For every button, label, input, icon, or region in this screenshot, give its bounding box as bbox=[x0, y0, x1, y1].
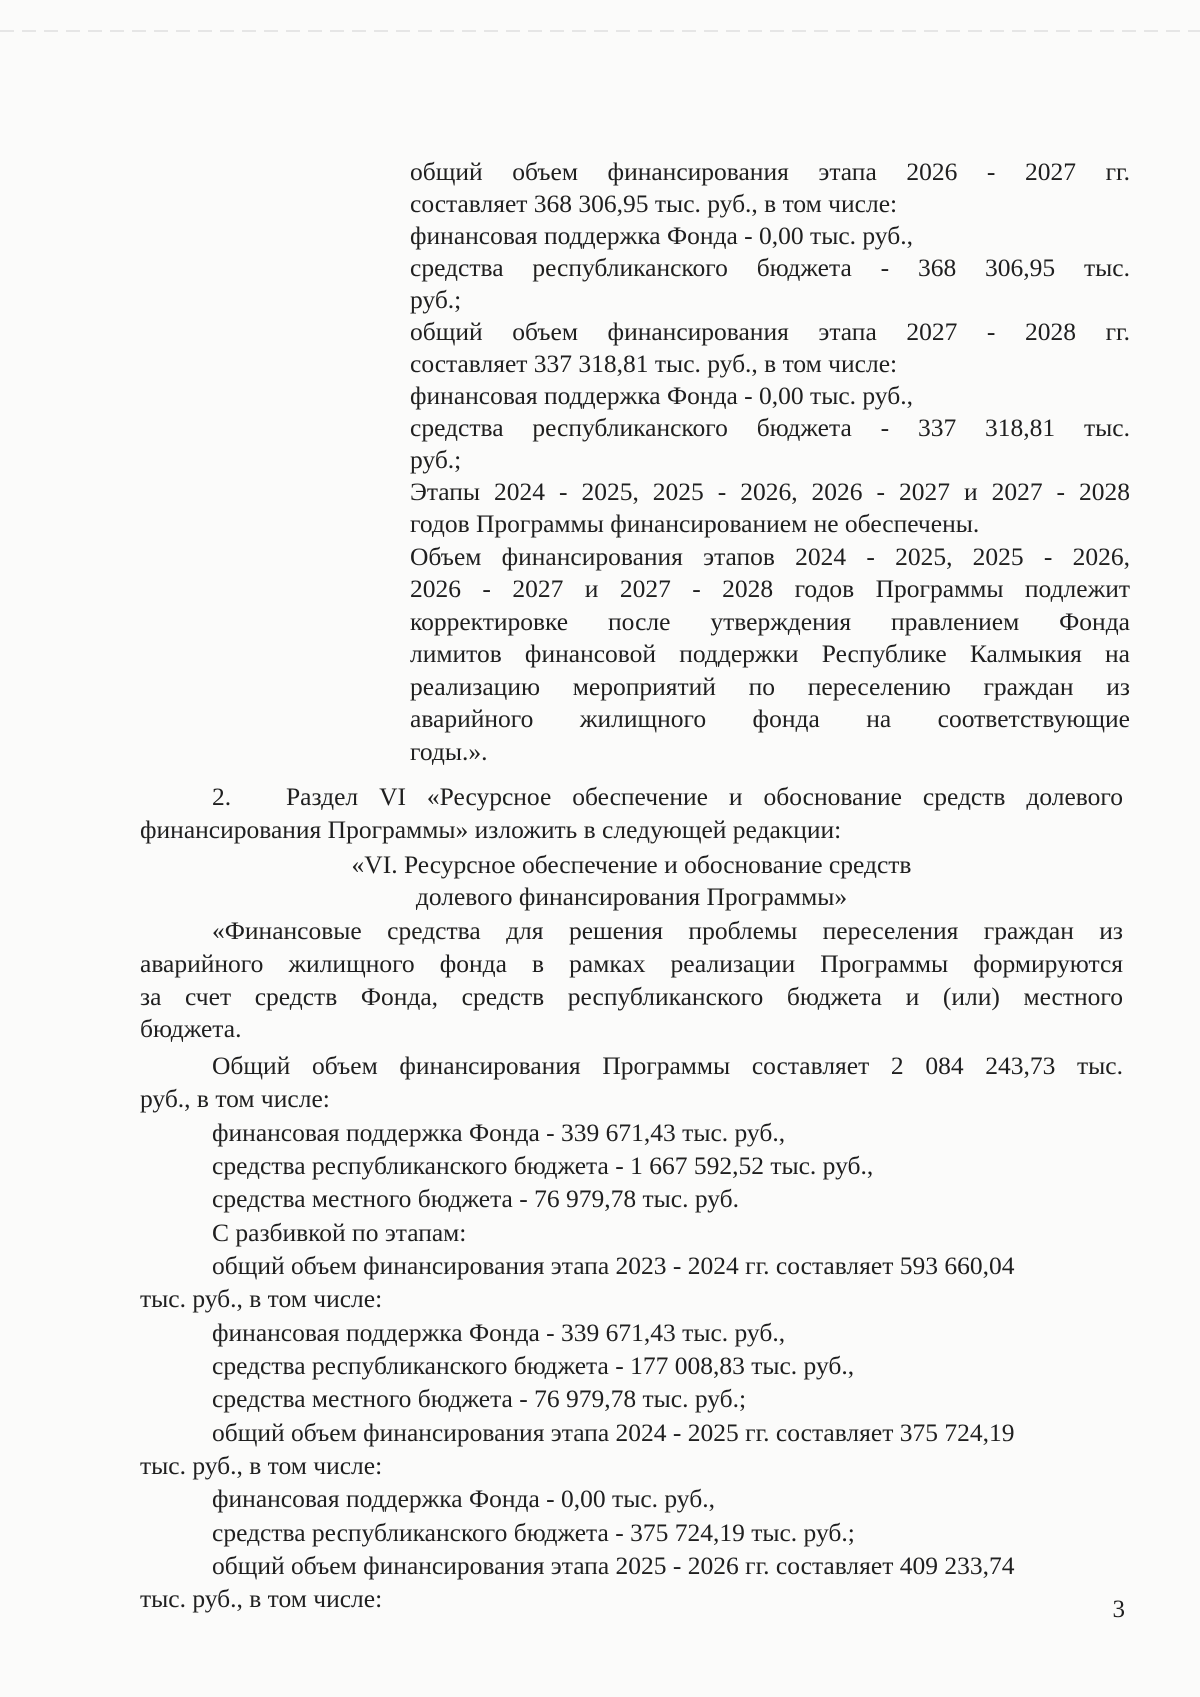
body-line: бюджета. bbox=[140, 1014, 242, 1043]
block-line: составляет 368 306,95 тыс. руб., в том числе: bbox=[410, 189, 898, 218]
block-line: финансовая поддержка Фонда - 0,00 тыс. руб., bbox=[410, 381, 913, 410]
block-line: 2026 - 2027 и 2027 - 2028 годов Программы подлежит bbox=[410, 574, 1130, 603]
body-line: финансовая поддержка Фонда - 0,00 тыс. руб., bbox=[212, 1484, 715, 1513]
body-line: общий объем финансирования этапа 2024 - 2025 гг. составляет 375 724,19 bbox=[212, 1418, 1015, 1447]
body-line: аварийного жилищного фонда в рамках реализации Программы формируются bbox=[140, 949, 1123, 978]
item-number: 2. bbox=[212, 782, 232, 811]
body-line: Общий объем финансирования Программы составляет 2 084 243,73 тыс. bbox=[212, 1051, 1123, 1080]
body-line: средства местного бюджета - 76 979,78 тыс. руб.; bbox=[212, 1384, 747, 1413]
block-line: корректировке после утверждения правлением Фонда bbox=[410, 607, 1130, 636]
body-line: средства республиканского бюджета - 1 667 592,52 тыс. руб., bbox=[212, 1151, 874, 1180]
body-line: финансовая поддержка Фонда - 339 671,43 тыс. руб., bbox=[212, 1318, 786, 1347]
block-line: годов Программы финансированием не обеспечены. bbox=[410, 509, 980, 538]
scan-artifact-line bbox=[0, 30, 1200, 32]
block-line: Этапы 2024 - 2025, 2025 - 2026, 2026 - 2027 и 2027 - 2028 bbox=[410, 477, 1130, 506]
body-line: тыс. руб., в том числе: bbox=[140, 1284, 383, 1313]
item-text-line: Раздел VI «Ресурсное обеспечение и обоснование средств долевого bbox=[286, 782, 1123, 811]
body-line: тыс. руб., в том числе: bbox=[140, 1584, 383, 1613]
section-heading: долевого финансирования Программы» bbox=[415, 882, 848, 911]
block-line: руб.; bbox=[410, 285, 462, 314]
body-line: финансовая поддержка Фонда - 339 671,43 тыс. руб., bbox=[212, 1118, 786, 1147]
block-line: лимитов финансовой поддержки Республике Калмыкия на bbox=[410, 639, 1130, 668]
block-line: реализацию мероприятий по переселению граждан из bbox=[410, 672, 1130, 701]
block-line: Объем финансирования этапов 2024 - 2025, 2025 - 2026, bbox=[410, 542, 1130, 571]
body-line: средства местного бюджета - 76 979,78 тыс. руб. bbox=[212, 1184, 739, 1213]
block-line: составляет 337 318,81 тыс. руб., в том числе: bbox=[410, 349, 898, 378]
block-line: средства республиканского бюджета - 368 306,95 тыс. bbox=[410, 253, 1130, 282]
body-line: «Финансовые средства для решения проблемы переселения граждан из bbox=[212, 916, 1123, 945]
block-line: годы.». bbox=[410, 737, 488, 766]
body-line: тыс. руб., в том числе: bbox=[140, 1451, 383, 1480]
body-line: средства республиканского бюджета - 375 724,19 тыс. руб.; bbox=[212, 1518, 855, 1547]
body-line: за счет средств Фонда, средств республиканского бюджета и (или) местного bbox=[140, 982, 1123, 1011]
block-line: общий объем финансирования этапа 2026 - 2027 гг. bbox=[410, 157, 1130, 186]
body-line: С разбивкой по этапам: bbox=[212, 1218, 467, 1247]
block-line: общий объем финансирования этапа 2027 - 2028 гг. bbox=[410, 317, 1130, 346]
body-line: общий объем финансирования этапа 2023 - 2024 гг. составляет 593 660,04 bbox=[212, 1251, 1015, 1280]
block-line: финансовая поддержка Фонда - 0,00 тыс. руб., bbox=[410, 221, 913, 250]
block-line: руб.; bbox=[410, 445, 462, 474]
body-line: средства республиканского бюджета - 177 008,83 тыс. руб., bbox=[212, 1351, 855, 1380]
block-line: средства республиканского бюджета - 337 318,81 тыс. bbox=[410, 413, 1130, 442]
body-line: руб., в том числе: bbox=[140, 1084, 330, 1113]
page-number: 3 bbox=[1112, 1596, 1125, 1623]
body-line: общий объем финансирования этапа 2025 - 2026 гг. составляет 409 233,74 bbox=[212, 1551, 1015, 1580]
block-line: аварийного жилищного фонда на соответствующие bbox=[410, 704, 1130, 733]
section-heading: «VI. Ресурсное обеспечение и обоснование средств bbox=[351, 850, 912, 879]
item-text-line: финансирования Программы» изложить в следующей редакции: bbox=[140, 815, 842, 844]
